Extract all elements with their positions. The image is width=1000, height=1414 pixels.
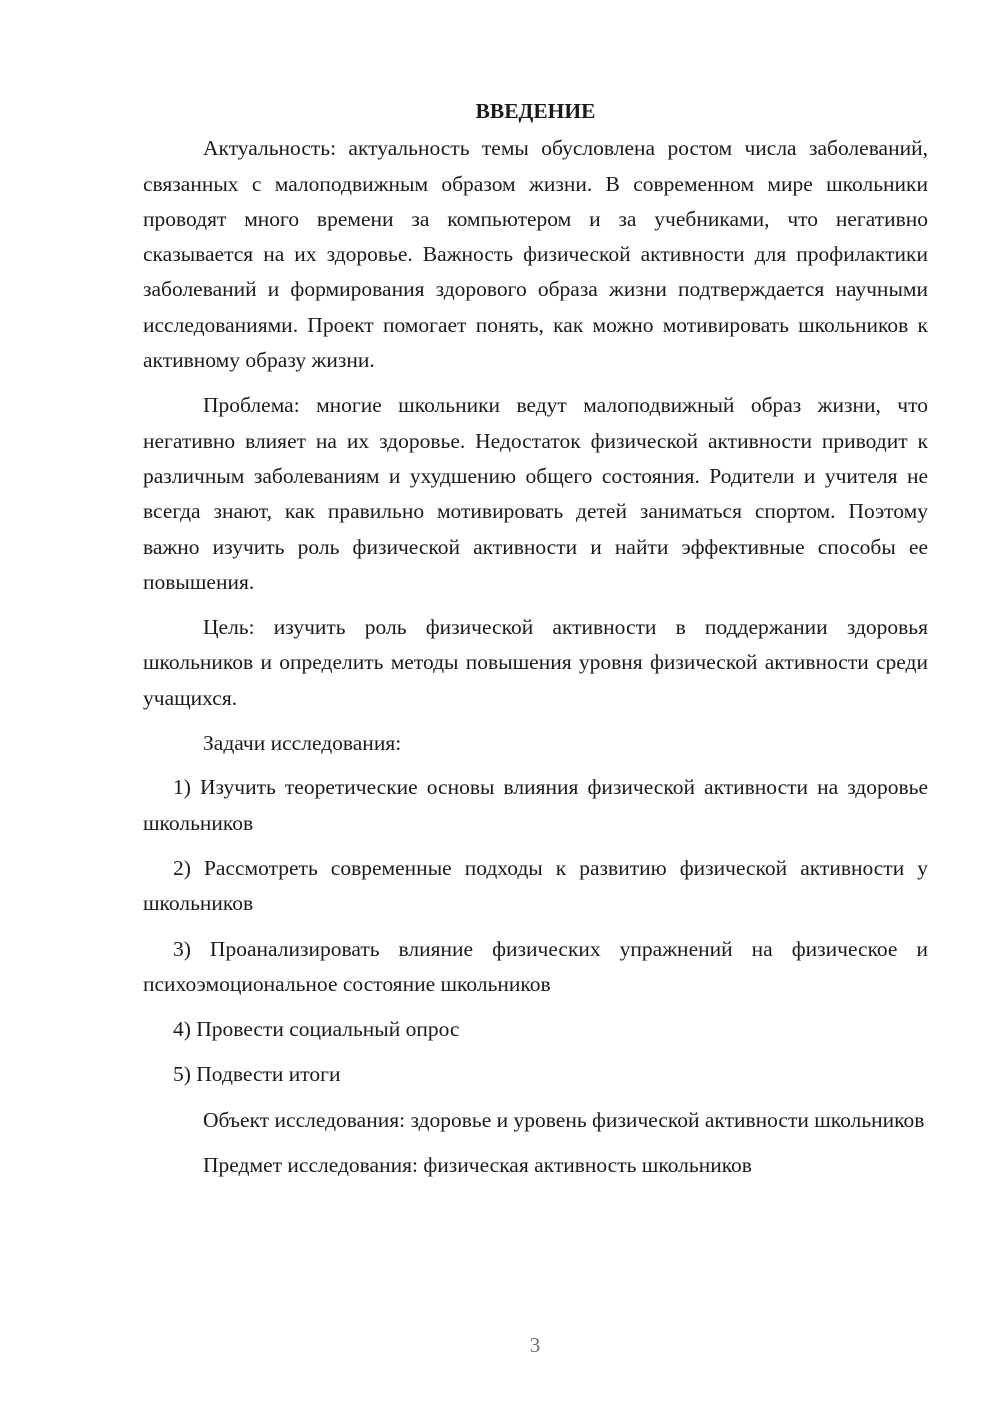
page-number: 3 xyxy=(529,1333,541,1357)
section-heading: ВВЕДЕНИЕ xyxy=(475,99,596,123)
task-item: 3) Проанализировать влияние физических упражнений на физическое и психоэмоциональное состояние школьников xyxy=(143,936,928,996)
goal-paragraph: Цель: изучить роль физической активности в поддержании здоровья школьников и определить методы повышения уровня физической активности среди учащихся. xyxy=(143,615,928,710)
page-content xyxy=(143,94,928,1193)
task-item: 2) Рассмотреть современные подходы к развитию физической активности у школьников xyxy=(143,855,928,916)
task-item: 5) Подвести итоги xyxy=(173,1062,341,1087)
object-paragraph: Объект исследования: здоровье и уровень физической активности школьников xyxy=(203,1107,925,1132)
task-item: 1) Изучить теоретические основы влияния физической активности на здоровье школьников xyxy=(143,775,928,835)
relevance-paragraph: Актуальность: актуальность темы обусловлена ростом числа заболеваний, связанных с малоподвижным образом жизни. В современном мире школьники проводят много времени за компьютером и за учебниками, что негативно сказывается на их здоровье. Важность физической активности для профилактики заболеваний и формирования здорового образа жизни подтверждается научными исследованиями. Проект помогает понять, как можно мотивировать школьников к активному образу жизни. xyxy=(143,136,928,373)
task-item: 4) Провести социальный опрос xyxy=(173,1017,460,1042)
problem-paragraph: Проблема: многие школьники ведут малоподвижный образ жизни, что негативно влияет на их здоровье. Недостаток физической активности приводит к различным заболеваниям и ухудшению общего состояния. Родители и учителя не всегда знают, как правильно мотивировать детей заниматься спортом. Поэтому важно изучить роль физической активности и найти эффективные способы ее повышения. xyxy=(143,393,928,594)
tasks-title: Задачи исследования: xyxy=(203,731,402,756)
subject-paragraph: Предмет исследования: физическая активность школьников xyxy=(203,1153,752,1178)
